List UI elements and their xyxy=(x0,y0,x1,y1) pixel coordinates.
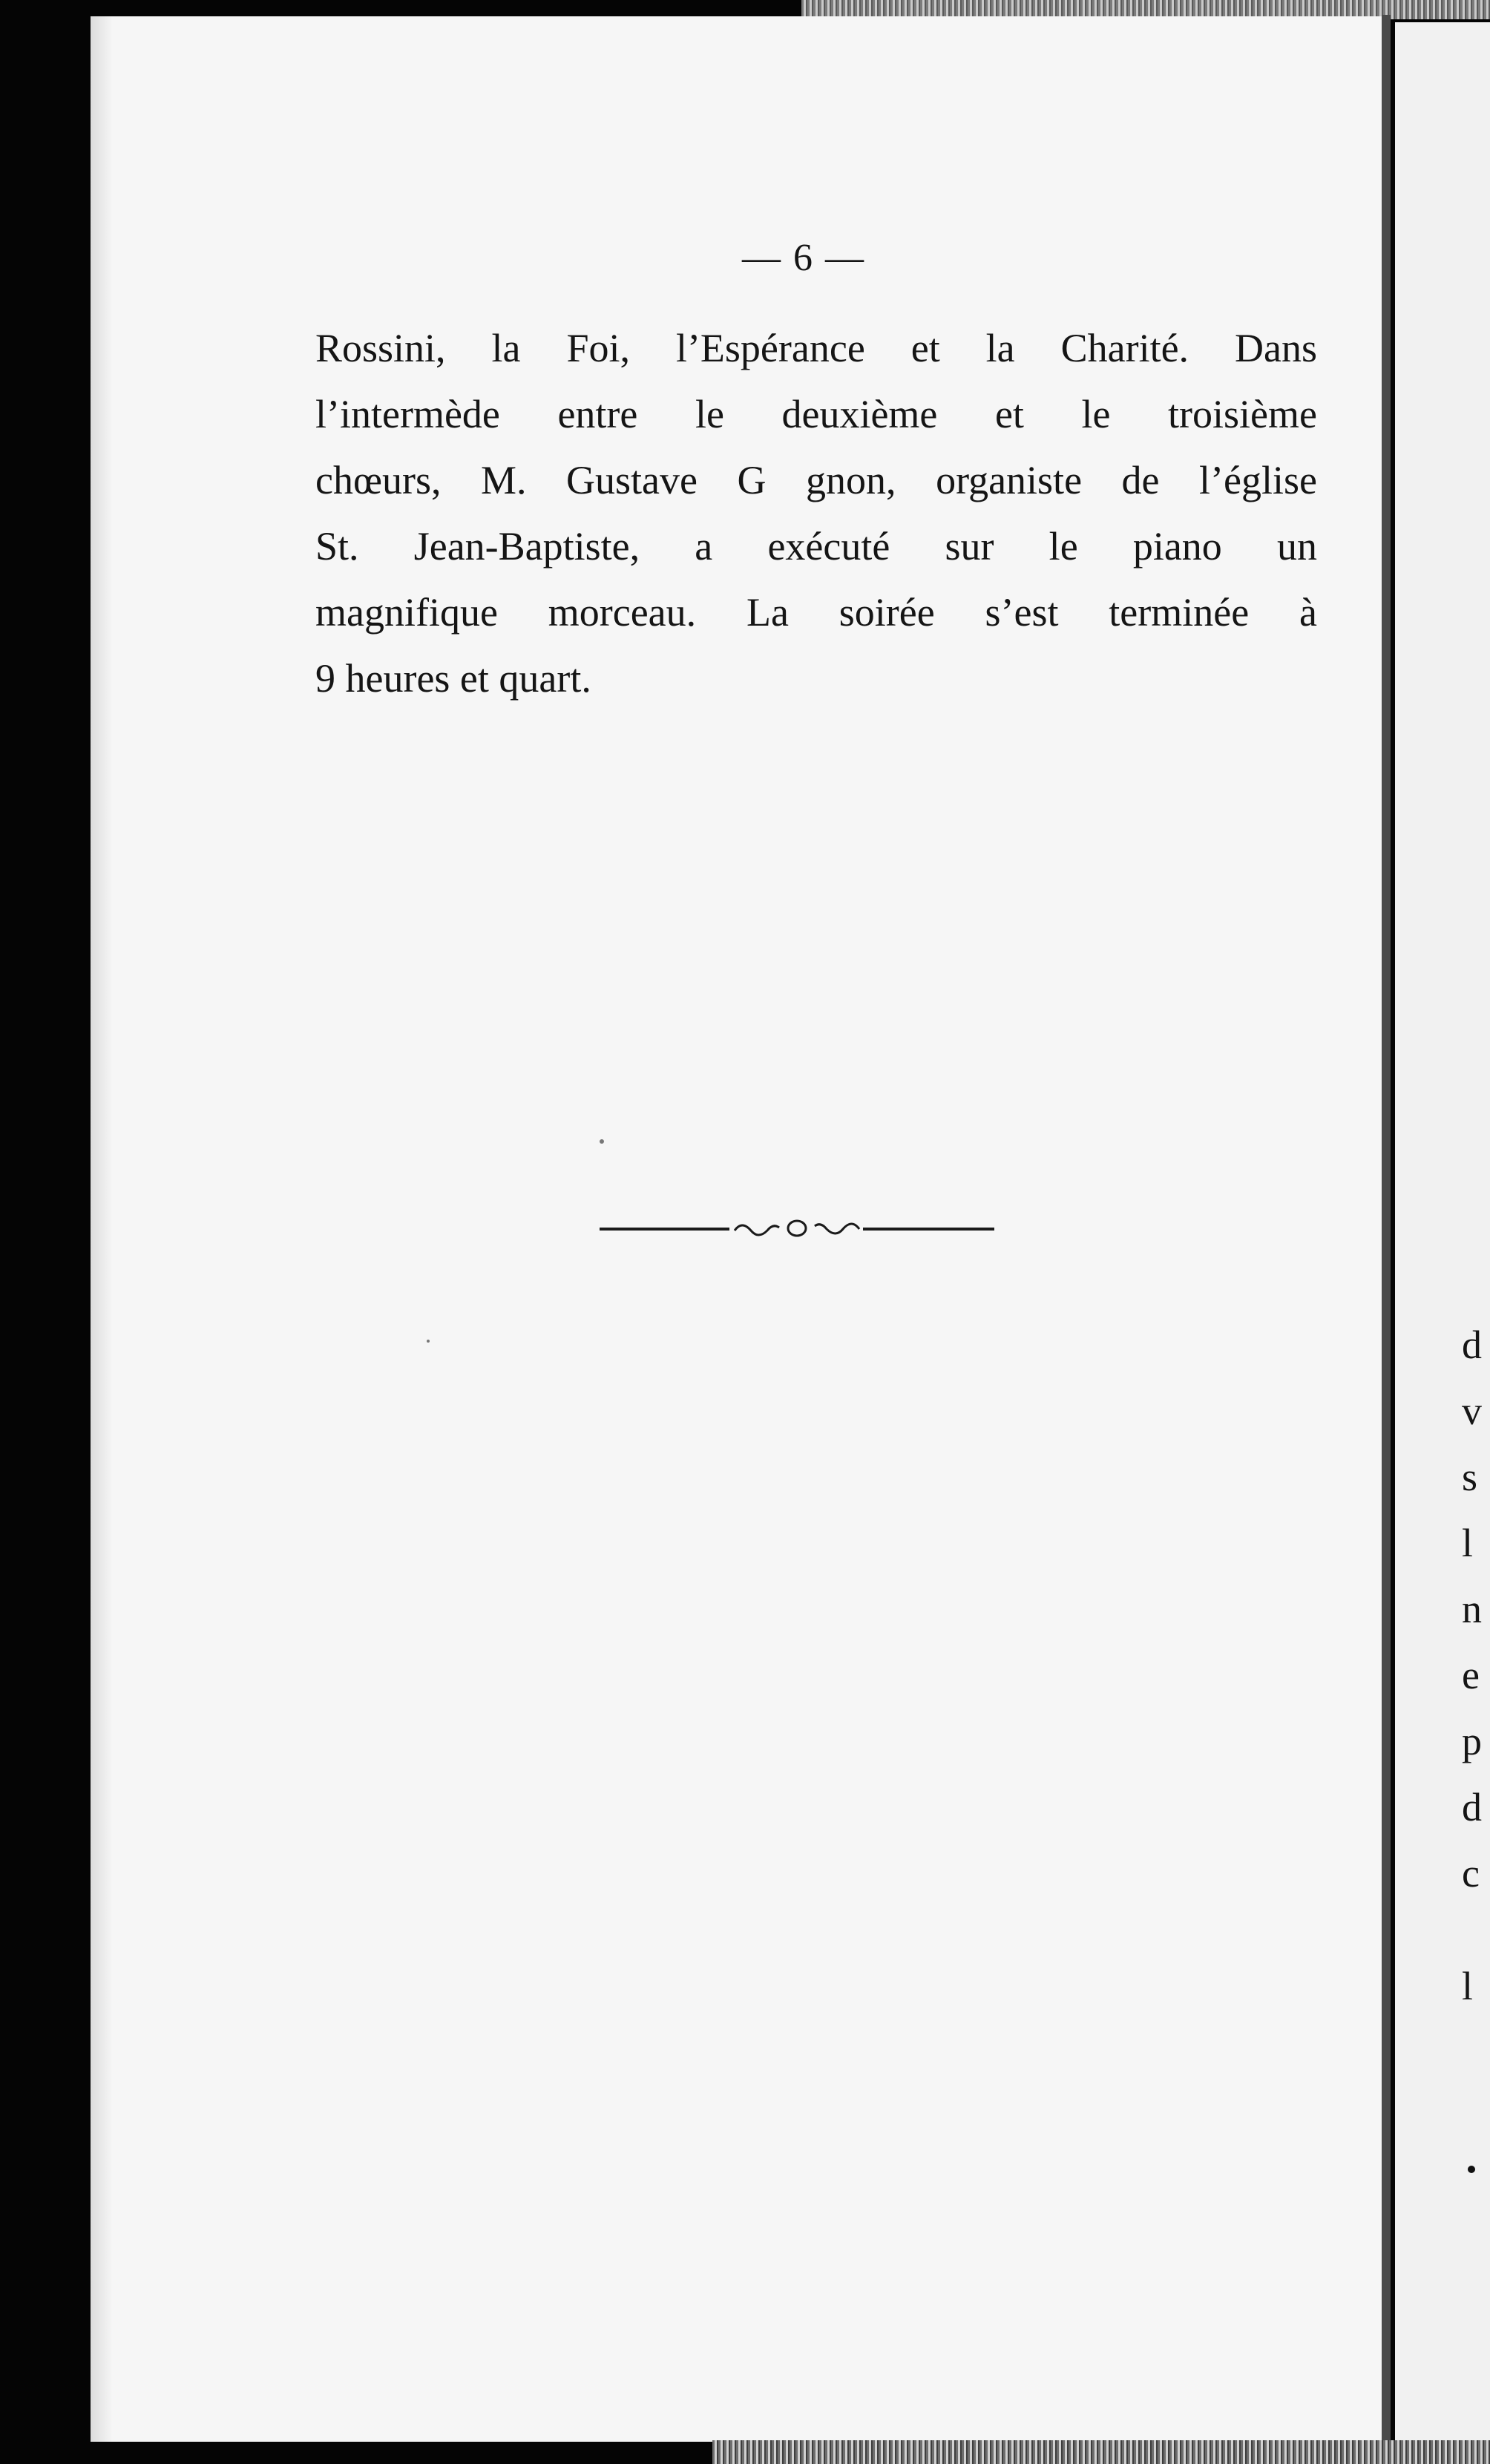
ornamental-divider xyxy=(600,1217,994,1239)
adjacent-letter: c xyxy=(1462,1851,1480,1895)
adjacent-letter: d xyxy=(1462,1323,1482,1367)
adjacent-letter: n xyxy=(1462,1587,1482,1631)
adjacent-letter: d xyxy=(1462,1785,1482,1829)
paragraph-line: chœurs, M. Gustave G gnon, organiste de l’église xyxy=(315,458,1317,502)
scan-noise-bottom xyxy=(712,2440,1490,2464)
page-number: — 6 — xyxy=(742,237,865,279)
paragraph xyxy=(315,315,1317,712)
page-edge-shadow xyxy=(91,16,113,2442)
adjacent-letter: l xyxy=(1462,1964,1474,2008)
adjacent-letter: v xyxy=(1462,1389,1482,1433)
adjacent-letter: e xyxy=(1462,1653,1480,1697)
paragraph-line: l’intermède entre le deuxième et le troisième xyxy=(315,392,1317,436)
page-gutter xyxy=(1382,15,1391,2442)
paragraph-line: magnifique morceau. La soirée s’est terminée à xyxy=(315,590,1317,635)
paragraph-line: Rossini, la Foi, l’Espérance et la Charité. Dans xyxy=(315,326,1317,370)
adjacent-letter: l xyxy=(1462,1521,1474,1565)
adjacent-letter: s xyxy=(1462,1455,1478,1499)
paper-speck xyxy=(427,1340,430,1343)
adjacent-page xyxy=(1395,22,1490,2443)
paper-speck xyxy=(1468,2166,1475,2173)
paper-speck xyxy=(600,1139,604,1144)
adjacent-page-text-fragment xyxy=(1462,1312,1490,2019)
paragraph-line: St. Jean-Baptiste, a exécuté sur le piano un xyxy=(315,524,1317,569)
paragraph-line: 9 heures et quart. xyxy=(315,656,591,701)
adjacent-letter: p xyxy=(1462,1719,1482,1763)
